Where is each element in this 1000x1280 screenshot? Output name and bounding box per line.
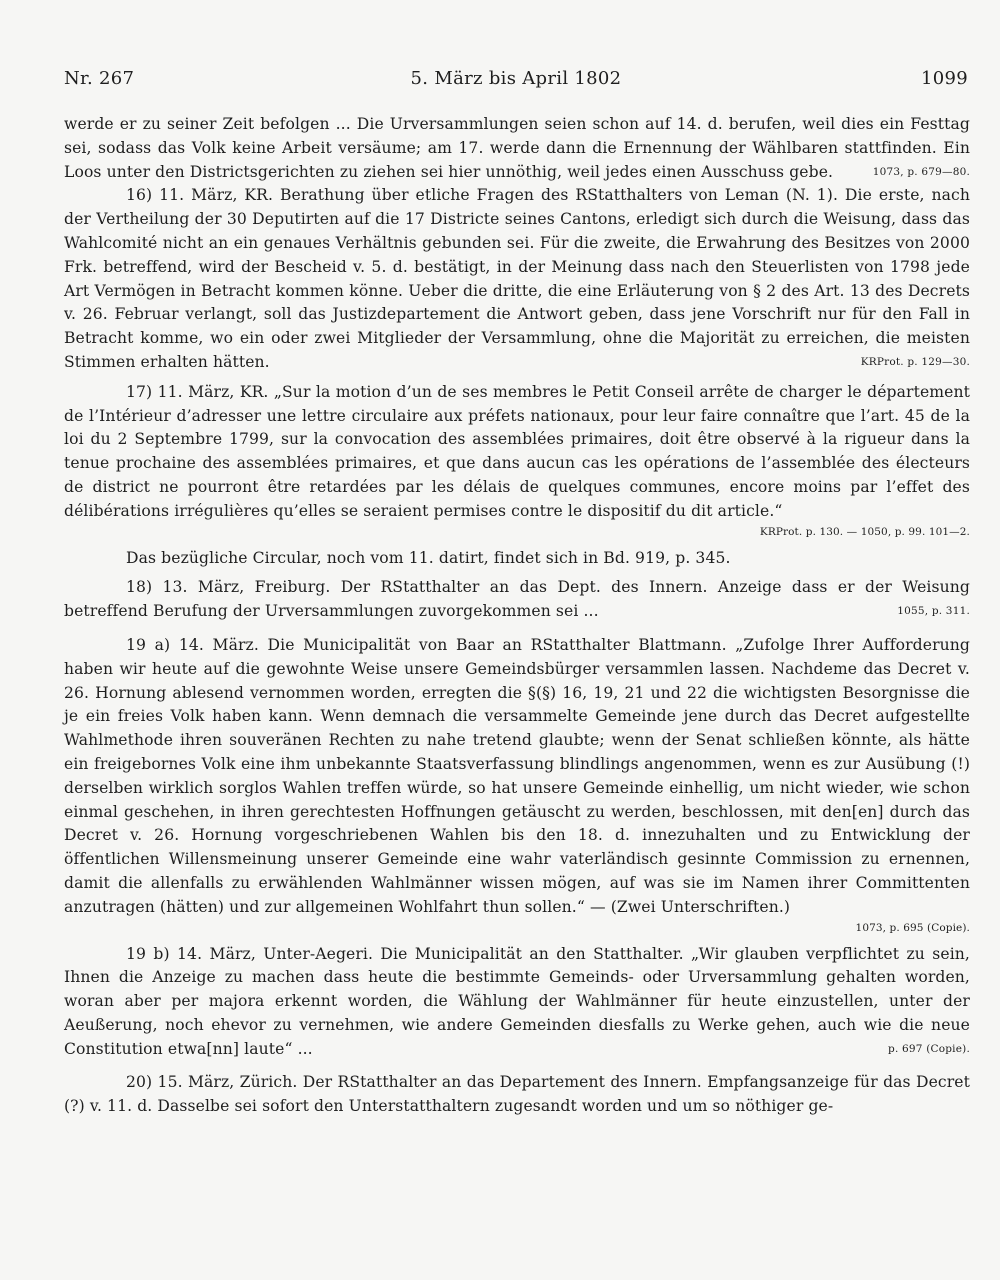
paragraph-text: 17) 11. März, KR. „Sur la motion d’un de ses membres le Petit Conseil arrête de charger le département de l’Intérieur d’adresser une lettre circulaire aux préfets nationaux, pour leur faire connaître que l’art. 45 de la loi du 2 Septembre 1799, sur la convocation des assemblées primaires, doit être observé à la rigueur dans la tenue prochaine des assemblées primaires, et que dans aucun cas les opérations de l’assemblée des électeurs de district ne pourront être retardées par les délais de quelques communes, encore moins par l’effet des délibérations irrégulières qu’elles se seraient permises contre le dispositif du dit article.“ (64, 382, 970, 520)
paragraph-text: Das bezügliche Circular, noch vom 11. datirt, findet sich in Bd. 919, p. 345. (126, 548, 731, 567)
header-number: Nr. 267 (64, 68, 135, 89)
paragraph-text: 18) 13. März, Freiburg. Der RStatthalter an das Dept. des Innern. Anzeige dass er der Weisung betreffend Berufung der Urversammlungen zuvorgekommen sei ... (64, 578, 970, 621)
entry-17 (64, 381, 970, 524)
entry-19b (64, 943, 970, 1062)
paragraph-continuation (64, 113, 970, 184)
archive-reference: KRProt. p. 129—30. (860, 355, 970, 368)
paragraph-text: 19 a) 14. März. Die Municipalität von Baar an RStatthalter Blattmann. „Zufolge Ihrer Aufforderung haben wir heute auf die gewohnte Weise unsere Gemeindsbürger versammlen lassen. Nachdeme das Decret v. 26. Hornung ablesend vernommen worden, erregten die §(§) 16, 19, 21 und 22 die wichtigsten Besorgnisse die je ein freies Volk haben kann. Wenn demnach die versammelte Gemeinde jene durch das Decret aufgestellte Wahlmethode ihren souveränen Rechten zu nahe tretend glaubte; wenn der Senat schließen könnte, als hätte ein freigebornes Volk eine ihm unbekannte Staatsverfassung blindlings angenommen, wenn es zur Ausübung (!) derselben wirklich sorglos Wahlen treffen würde, so hat unsere Gemeinde einhellig, um nicht wieder, wie schon einmal geschehen, in ihren gerechtesten Hoffnungen getäuscht zu werden, beschlossen, mit den[en] durch das Decret v. 26. Hornung vorgeschriebenen Wahlen bis den 18. d. innezuhalten und zu Entwicklung der öffentlichen Willensmeinung unserer Gemeinde eine wahr vaterländisch gesinnte Commission zu ernennen, damit die allenfalls zu erwählenden Wahlmänner wissen mögen, auf was sie im Namen ihrer Committenten anzutragen (hätten) und zur allgemeinen Wohlfahrt thun sollen.“ — (Zwei Unterschriften.) (64, 635, 970, 916)
archive-reference: 1073, p. 679—80. (872, 165, 970, 178)
archive-reference: KRProt. p. 130. — 1050, p. 99. 101—2. (759, 525, 970, 538)
paragraph-text: werde er zu seiner Zeit befolgen ... Die Urversammlungen seien schon auf 14. d. berufen, weil dies ein Festtag sei, sodass das Volk keine Arbeit versäume; am 17. werde dann die Ernennung der Wählbaren stattfinden. Ein Loos unter den Districtsgerichten zu ziehen sei hier unnöthig, weil jedes einen Ausschuss gebe. (64, 115, 970, 181)
entry-16 (64, 184, 970, 374)
paragraph-text: 19 b) 14. März, Unter-Aegeri. Die Municipalität an den Statthalter. „Wir glauben verpflichtet zu sein, Ihnen die Anzeige zu machen dass heute die bestimmte Gemeinds- oder Urversammlung gehalten worden, woran aber per majora erkennt worden, die Wählung der Wahlmänner für heute einzustellen, unter der Aeußerung, noch ehevor zu vernehmen, wie andere Gemeinden diesfalls zu Werke gehen, auch wie die neue Constitution etwa[nn] laute“ ... (64, 944, 970, 1058)
archive-reference: 1055, p. 311. (897, 605, 970, 618)
header-title: 5. März bis April 1802 (410, 68, 622, 89)
page-body (64, 113, 970, 1119)
entry-17-note (64, 547, 970, 571)
entry-19a (64, 634, 970, 920)
entry-18 (64, 576, 970, 624)
page-header (64, 68, 968, 89)
entry-20 (64, 1071, 970, 1119)
paragraph-text: 16) 11. März, KR. Berathung über etliche Fragen des RStatthalters von Leman (N. 1). Die erste, nach der Vertheilung der 30 Deputirten auf die 17 Districte seines Cantons, erledigt sich durch die Weisung, dass das Wahlcomité nicht an ein genaues Verhältnis gebunden sei. Für die zweite, die Erwahrung des Besitzes von 2000 Frk. betreffend, wird der Bescheid v. 5. d. bestätigt, in der Meinung dass nach den Steuerlisten von 1798 jede Art Vermögen in Betracht kommen könne. Ueber die dritte, die eine Erläuterung von § 2 des Art. 13 des Decrets v. 26. Februar verlangt, soll das Justizdepartement die Antwort geben, dass jene Vorschrift nur für den Fall in Betracht komme, wo ein oder zwei Mitglieder der Versammlung, ohne die Majorität zu erreichen, die meisten Stimmen erhalten hätten. (64, 186, 970, 371)
archive-reference: p. 697 (Copie). (888, 1042, 970, 1055)
paragraph-text: 20) 15. März, Zürich. Der RStatthalter an das Departement des Innern. Empfangsanzeige für das Decret (?) v. 11. d. Dasselbe sei sofort den Unterstatthaltern zugesandt worden und um so nöthiger ge- (64, 1073, 970, 1116)
header-page-number: 1099 (920, 68, 968, 89)
archive-reference: 1073, p. 695 (Copie). (855, 921, 970, 934)
